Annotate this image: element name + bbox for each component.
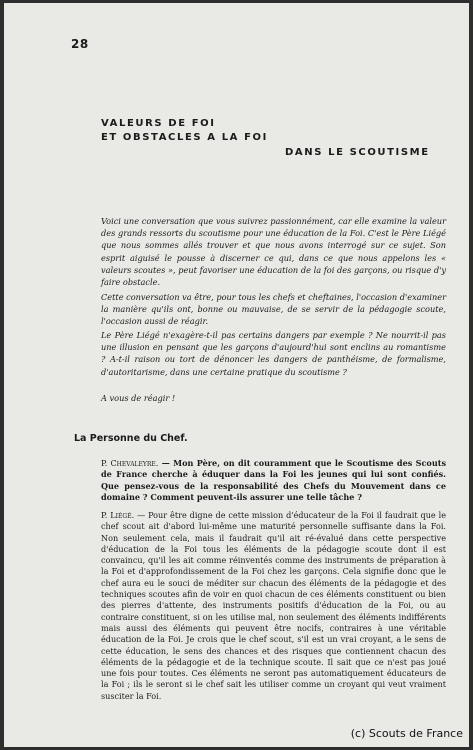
intro-paragraph-2 xyxy=(101,291,446,328)
intro-paragraph-3 xyxy=(101,329,446,378)
intro-paragraph-4 xyxy=(101,392,446,404)
answer-speaker: P. Liégé. xyxy=(101,510,135,520)
intro-text: Le Père Liégé n'exagère-t-il pas certains dangers par exemple ? Ne nourrit-il pas une illusion en pensant que les garçons d'aujourd'hui sont enclins au romantisme ? A-t-il raison ou tort de dénoncer les dangers de panthéisme, de formalisme, d'autoritarisme, dans une certaine pratique du scoutisme ? xyxy=(101,330,446,377)
question-speaker: P. Chevaleyre. xyxy=(101,458,159,468)
intro-text: Cette conversation va être, pour tous les chefs et cheftaines, l'occasion d'examiner la manière qu'ils ont, bonne ou mauvaise, de se servir de la pédagogie scoute, l'occasion aussi de réagir. xyxy=(101,292,446,327)
title-line-1: VALEURS DE FOI xyxy=(101,118,216,129)
section-heading: La Personne du Chef. xyxy=(74,433,188,444)
question-paragraph xyxy=(101,458,446,503)
answer-text: — Pour être digne de cette mission d'éducateur de la Foi il faudrait que le chef scout ait d'abord lui-même une maturité personnelle suffisante dans la Foi. Non seulement cela, mais il faudrait qu'il ait ré-évalué dans cette perspective d'éducation de la Foi tous les éléments de la pédagogie scoute dont il est convaincu, qu'il les ait comme réinventés comme des instruments de préparation à la Foi et d'approfondissement de la Foi chez les garçons. Cela signifie donc que le chef aura eu le souci de méditer sur chacun des éléments de la pédagogie et des techniques scoutes afin de voir en quoi chacun de ces éléments constituent ou bien des pierres d'attente, des instruments positifs d'éducation de la Foi, ou au contraire constituent, si on les utilise mal, non seulement des éléments indifférents mais aussi des éléments qui peuvent être nocifs, contraires à une véritable éducation de la Foi. Je crois que le chef scout, s'il est un vrai croyant, a le sens de cette éducation, le sens des chances et des risques que contiennent chacun des éléments de la pédagogie et de la technique scoute. Il sait que ce n'est pas joué une fois pour toutes. Ces éléments ne seront pas automatiquement éducateurs de la Foi ; ils le seront si le chef sait les utiliser comme un croyant qui veut vraiment susciter la Foi. xyxy=(101,510,446,701)
intro-text: A vous de réagir ! xyxy=(101,393,176,403)
document-page xyxy=(4,3,469,747)
copyright-watermark: (c) Scouts de France xyxy=(350,727,463,740)
intro-text: Voici une conversation que vous suivrez passionnément, car elle examine la valeur des grands ressorts du scoutisme pour une éducation de la Foi. C'est le Père Liégé que nous sommes allés trouver et que nous avons interrogé sur ce sujet. Son esprit aiguisé le pousse à discerner ce qui, dans ce que nous appelons les « valeurs scoutes », peut favoriser une éducation de la foi des garçons, ou risque d'y faire obstacle. xyxy=(101,216,446,288)
title-line-3: DANS LE SCOUTISME xyxy=(285,147,430,158)
answer-paragraph xyxy=(101,510,446,702)
question-text: — Mon Père, on dit couramment que le Scoutisme des Scouts de France cherche à éduquer dans la Foi les jeunes qui lui sont confiés. Que pensez-vous de la responsabilité des Chefs du Mouvement dans ce domaine ? Comment peuvent-ils assurer une telle tâche ? xyxy=(101,458,447,502)
page-number: 28 xyxy=(71,37,89,51)
title-line-2: ET OBSTACLES A LA FOI xyxy=(101,132,268,143)
intro-paragraph-1 xyxy=(101,215,446,288)
